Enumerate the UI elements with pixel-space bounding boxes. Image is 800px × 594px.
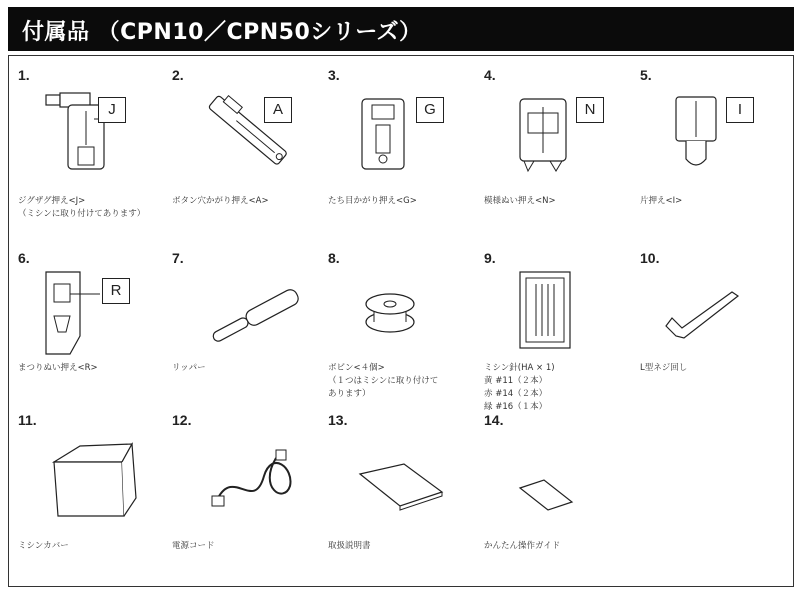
foot-letter-box: R [102, 278, 130, 304]
item-number: 5. [640, 67, 652, 83]
power-cord-icon [194, 428, 314, 516]
accessory-item-11 [18, 412, 168, 582]
accessory-item-7 [172, 250, 322, 420]
item-label: L型ネジ回し [640, 363, 688, 373]
item-label: かんたん操作ガイド [484, 541, 561, 551]
buttonhole-foot-icon [194, 83, 314, 171]
foot-letter-box: I [726, 97, 754, 123]
quick-guide-icon [506, 428, 626, 516]
item-number: 14. [484, 412, 504, 428]
machine-cover-icon [40, 428, 160, 516]
page-title: 付属品 （CPN10／CPN50シリーズ） [22, 20, 422, 45]
l-screwdriver-icon [662, 266, 782, 354]
item-label: ミシン針(HA × 1) 黄 #11（２本） 赤 #14（２本） 緑 #16（１本） [484, 363, 555, 412]
item-number: 10. [640, 250, 660, 266]
accessory-item-1 [18, 67, 168, 237]
item-number: 2. [172, 67, 184, 83]
zipper-foot-icon [662, 83, 782, 171]
item-label: 片押え<I> [640, 196, 683, 206]
item-number: 1. [18, 67, 30, 83]
accessory-item-9 [484, 250, 634, 420]
needles-pack-icon [506, 266, 626, 354]
item-number: 8. [328, 250, 340, 266]
foot-letter-box: G [416, 97, 444, 123]
seam-ripper-icon [194, 266, 314, 354]
item-number: 9. [484, 250, 496, 266]
item-label: たち目かがり押え<G> [328, 196, 417, 206]
accessory-item-4 [484, 67, 634, 237]
item-label: ボタン穴かがり押え<A> [172, 196, 269, 206]
foot-letter-box: J [98, 97, 126, 123]
item-label: 模様ぬい押え<N> [484, 196, 556, 206]
item-number: 6. [18, 250, 30, 266]
item-label: ジグザグ押え<J> （ミシンに取り付けてあります） [18, 196, 146, 219]
item-number: 13. [328, 412, 348, 428]
overcasting-foot-icon [350, 83, 470, 171]
satin-stitch-foot-icon [506, 83, 626, 171]
item-number: 3. [328, 67, 340, 83]
item-label: ミシンカバー [18, 541, 69, 551]
accessory-item-10 [640, 250, 790, 420]
accessory-item-12 [172, 412, 322, 582]
blind-hem-foot-icon [40, 266, 160, 354]
item-number: 12. [172, 412, 192, 428]
accessory-item-3 [328, 67, 478, 237]
item-label: リッパー [172, 363, 206, 373]
item-label: まつりぬい押え<R> [18, 363, 98, 373]
accessory-item-5 [640, 67, 790, 237]
accessory-item-13 [328, 412, 478, 582]
instruction-manual-icon [350, 428, 470, 516]
item-number: 11. [18, 412, 37, 428]
bobbin-icon [350, 266, 470, 354]
item-label: ボビン<４個> （１つはミシンに取り付けて あります） [328, 363, 439, 399]
item-number: 7. [172, 250, 184, 266]
accessory-item-14 [484, 412, 634, 582]
item-label: 電源コード [172, 541, 215, 551]
foot-letter-box: A [264, 97, 292, 123]
accessory-item-8 [328, 250, 478, 420]
header-bar [8, 7, 794, 51]
item-label: 取扱説明書 [328, 541, 371, 551]
foot-letter-box: N [576, 97, 604, 123]
item-number: 4. [484, 67, 496, 83]
accessory-item-6 [18, 250, 168, 420]
accessory-item-2 [172, 67, 322, 237]
